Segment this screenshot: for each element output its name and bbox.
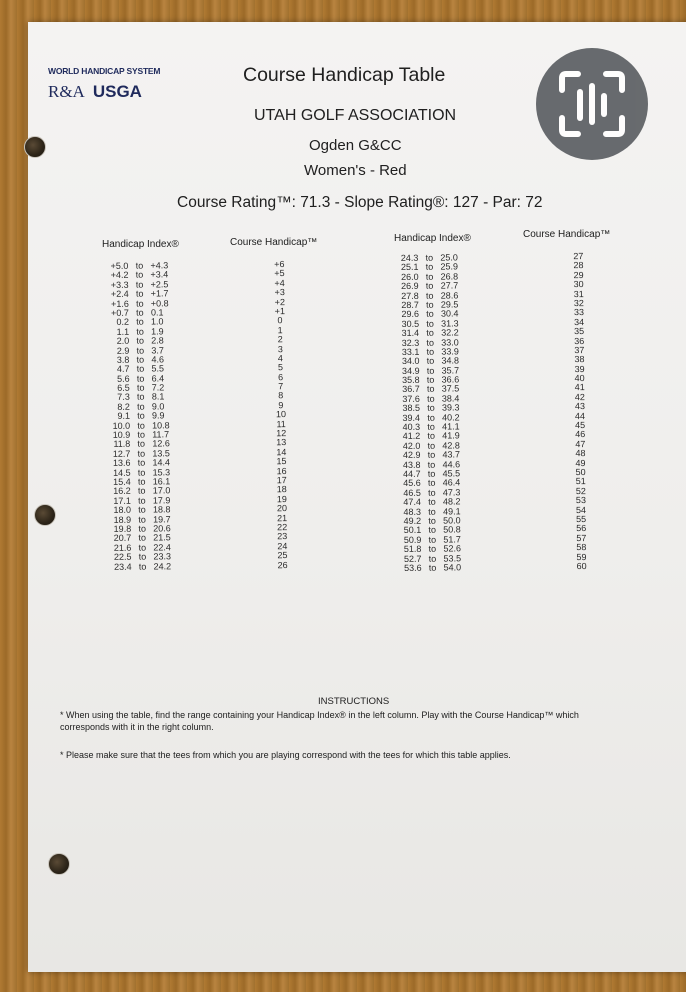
index-low: 21.6 xyxy=(113,542,132,553)
range-separator: to xyxy=(426,299,434,310)
course-handicap: +6 xyxy=(274,259,285,270)
course-handicap: 21 xyxy=(277,512,288,523)
range-separator: to xyxy=(135,279,144,290)
course-handicap: 25 xyxy=(277,550,288,561)
range-separator: to xyxy=(136,316,144,328)
index-low: 18.9 xyxy=(113,514,132,525)
course-handicap: 3 xyxy=(277,343,283,354)
punch-hole xyxy=(24,136,46,158)
index-low: +0.7 xyxy=(111,307,129,318)
course-handicap: 5 xyxy=(277,362,284,373)
index-low: 31.4 xyxy=(401,327,420,339)
range-separator: to xyxy=(137,410,145,421)
course-handicap: 37 xyxy=(574,344,585,356)
index-high: 38.4 xyxy=(441,393,460,404)
range-separator: to xyxy=(426,365,435,376)
index-high: 17.9 xyxy=(152,495,171,506)
range-separator: to xyxy=(138,504,146,515)
course-handicap: 50 xyxy=(575,467,586,478)
range-separator: to xyxy=(427,449,436,460)
course-handicap: 42 xyxy=(574,391,585,403)
range-separator: to xyxy=(136,382,145,393)
course-handicap: 52 xyxy=(575,485,586,496)
index-high: 11.7 xyxy=(152,429,170,440)
range-separator: to xyxy=(427,412,435,423)
whs-logo-text: WORLD HANDICAP SYSTEM xyxy=(48,66,161,76)
course-handicap: 55 xyxy=(576,514,587,525)
index-low: 4.7 xyxy=(116,364,130,375)
range-separator: to xyxy=(426,318,434,329)
right-handicap-header: Course Handicap™ xyxy=(523,229,611,240)
right-handicap-table xyxy=(396,252,596,573)
course-handicap: 56 xyxy=(576,523,587,534)
punch-hole xyxy=(48,853,70,875)
index-high: 43.7 xyxy=(442,449,461,460)
index-high: 16.1 xyxy=(152,476,171,487)
range-separator: to xyxy=(137,439,146,450)
course-handicap: 59 xyxy=(576,551,587,562)
scan-text-button[interactable] xyxy=(536,48,648,160)
range-separator: to xyxy=(426,384,435,395)
index-low: 17.1 xyxy=(113,495,131,506)
range-separator: to xyxy=(425,252,434,263)
range-separator: to xyxy=(135,260,144,271)
range-separator: to xyxy=(427,468,436,479)
index-low: +5.0 xyxy=(110,260,129,271)
index-high: 41.1 xyxy=(442,421,460,432)
course-handicap: 46 xyxy=(575,429,586,440)
range-separator: to xyxy=(138,551,147,562)
course-handicap: 44 xyxy=(574,410,586,421)
ra-logo-text: R&A xyxy=(48,82,85,101)
index-low: 3.8 xyxy=(116,354,130,365)
course-handicap: 12 xyxy=(276,428,287,439)
index-high: +2.5 xyxy=(150,279,169,290)
index-high: 44.6 xyxy=(442,458,461,470)
index-high: 22.4 xyxy=(153,542,171,553)
course-handicap: 23 xyxy=(277,531,288,542)
range-separator: to xyxy=(137,401,145,412)
range-separator: to xyxy=(427,402,435,413)
index-low: 0.2 xyxy=(116,317,130,328)
range-separator: to xyxy=(427,478,436,489)
index-high: 1.0 xyxy=(150,316,164,327)
course-handicap: 33 xyxy=(573,307,585,318)
index-low: +1.6 xyxy=(110,298,129,309)
index-low: 53.6 xyxy=(404,562,422,573)
index-high: 1.9 xyxy=(151,326,164,337)
instruction-2: * Please make sure that the tees from which you are playing correspond with the tees for which this table applies. xyxy=(60,750,511,760)
range-separator: to xyxy=(138,532,147,543)
index-high: 6.4 xyxy=(151,373,165,384)
index-high: +0.8 xyxy=(150,297,169,309)
index-high: 34.8 xyxy=(441,355,460,366)
index-low: 12.7 xyxy=(112,448,131,459)
table-row xyxy=(110,561,298,572)
course-handicap: 38 xyxy=(574,354,585,365)
range-separator: to xyxy=(428,562,437,573)
index-high: 48.2 xyxy=(442,496,461,507)
course-handicap: +2 xyxy=(274,296,285,307)
index-low: 32.3 xyxy=(401,337,420,348)
index-high: 32.2 xyxy=(441,327,459,338)
index-high: 47.3 xyxy=(442,487,461,498)
range-separator: to xyxy=(428,506,436,517)
course-handicap: 58 xyxy=(576,542,587,553)
index-low: 22.5 xyxy=(113,551,132,563)
index-low: 14.5 xyxy=(113,467,131,478)
instruction-1: * When using the table, find the range containing your Handicap Index® in the left column. Play with the Course Handicap™ which xyxy=(60,710,579,720)
course-handicap: 17 xyxy=(276,475,287,486)
index-low: 42.9 xyxy=(402,450,421,461)
index-low: 28.7 xyxy=(401,299,419,310)
index-high: 36.6 xyxy=(441,374,460,385)
index-low: 18.0 xyxy=(113,504,132,516)
index-low: 20.7 xyxy=(113,533,132,544)
course-handicap: 47 xyxy=(575,438,586,449)
index-low: 10.9 xyxy=(112,429,131,440)
index-high: 42.8 xyxy=(442,440,460,451)
index-high: 9.9 xyxy=(151,410,165,421)
index-low: 25.1 xyxy=(400,262,419,273)
course-handicap: 60 xyxy=(576,560,587,572)
index-high: 39.3 xyxy=(441,402,460,413)
tee-name: Women's - Red xyxy=(304,162,407,179)
range-separator: to xyxy=(136,345,145,356)
course-handicap: 16 xyxy=(276,465,287,476)
range-separator: to xyxy=(137,467,146,478)
left-handicap-header: Course Handicap™ xyxy=(230,237,318,248)
index-low: 34.9 xyxy=(401,365,420,376)
usga-logo-text: USGA xyxy=(92,82,142,101)
course-handicap: 31 xyxy=(573,288,584,299)
range-separator: to xyxy=(428,543,437,554)
index-high: 52.6 xyxy=(443,543,462,554)
document-title: Course Handicap Table xyxy=(243,64,446,86)
range-separator: to xyxy=(427,431,436,442)
index-high: 7.2 xyxy=(151,382,165,393)
course-handicap: 11 xyxy=(276,418,286,429)
range-separator: to xyxy=(426,308,434,320)
course-handicap: 18 xyxy=(276,484,287,495)
index-high: 50.8 xyxy=(443,524,461,535)
range-separator: to xyxy=(427,393,435,404)
course-handicap: +3 xyxy=(274,287,285,298)
index-low: 8.2 xyxy=(117,401,130,412)
course-handicap: 40 xyxy=(574,373,585,384)
index-high: 25.0 xyxy=(440,252,458,263)
range-separator: to xyxy=(428,524,437,536)
course-handicap: 4 xyxy=(277,353,283,364)
index-low: 29.6 xyxy=(401,309,420,320)
range-separator: to xyxy=(428,496,436,507)
range-separator: to xyxy=(427,440,436,451)
index-high: 30.4 xyxy=(440,308,459,319)
index-low: 7.3 xyxy=(117,392,130,403)
course-handicap: 51 xyxy=(575,476,586,487)
course-handicap: 0 xyxy=(277,315,283,326)
course-handicap: 22 xyxy=(277,522,288,533)
range-separator: to xyxy=(138,561,147,572)
index-low: 51.8 xyxy=(403,543,422,555)
course-handicap: 7 xyxy=(278,381,284,392)
range-separator: to xyxy=(427,459,436,470)
range-separator: to xyxy=(136,307,144,318)
index-low: 38.5 xyxy=(402,403,421,414)
range-separator: to xyxy=(428,534,437,545)
index-low: 26.0 xyxy=(400,271,419,282)
range-separator: to xyxy=(425,280,434,291)
range-separator: to xyxy=(427,421,435,432)
index-high: 33.9 xyxy=(441,346,459,357)
index-high: 13.5 xyxy=(152,448,170,459)
course-handicap: 8 xyxy=(278,390,284,401)
course-handicap: 53 xyxy=(575,495,586,506)
course-handicap: 29 xyxy=(573,269,584,280)
range-separator: to xyxy=(138,523,146,534)
ra-usga-logo xyxy=(48,82,142,102)
range-separator: to xyxy=(426,346,435,357)
index-low: 34.0 xyxy=(401,356,420,367)
index-low: 43.8 xyxy=(402,459,421,470)
index-high: 45.5 xyxy=(442,468,461,479)
instruction-1-continued: corresponds with it in the right column. xyxy=(60,722,214,732)
index-high: 8.1 xyxy=(151,391,165,402)
course-handicap: +5 xyxy=(274,268,285,279)
index-high: 10.8 xyxy=(152,419,170,431)
range-separator: to xyxy=(426,337,435,348)
index-low: 5.6 xyxy=(117,373,130,384)
index-high: 51.7 xyxy=(443,534,461,545)
index-low: 46.5 xyxy=(403,487,421,498)
range-separator: to xyxy=(136,326,144,337)
course-handicap: 27 xyxy=(573,251,584,262)
range-separator: to xyxy=(428,515,436,526)
association-name: UTAH GOLF ASSOCIATION xyxy=(254,107,457,124)
index-high: 31.3 xyxy=(441,318,459,329)
range-separator: to xyxy=(137,448,146,459)
index-low: 45.6 xyxy=(403,478,421,489)
index-low: 47.4 xyxy=(403,496,421,508)
course-handicap: 15 xyxy=(276,456,287,467)
range-separator: to xyxy=(137,457,146,468)
right-index-header: Handicap Index® xyxy=(394,233,471,244)
course-handicap: 34 xyxy=(573,316,585,327)
index-low: 37.6 xyxy=(402,393,420,404)
punch-hole xyxy=(34,504,56,526)
course-handicap: 32 xyxy=(573,298,584,309)
index-high: 41.9 xyxy=(442,430,460,441)
range-separator: to xyxy=(137,429,145,440)
course-handicap: 13 xyxy=(276,437,287,448)
index-high: 9.0 xyxy=(151,401,165,412)
rating-line: Course Rating™: 71.3 - Slope Rating®: 127 - Par: 72 xyxy=(177,194,543,211)
range-separator: to xyxy=(426,355,435,367)
range-separator: to xyxy=(136,373,145,384)
index-low: 50.9 xyxy=(403,534,422,545)
index-low: 2.0 xyxy=(116,335,130,347)
range-separator: to xyxy=(138,542,147,553)
index-low: 48.3 xyxy=(403,506,422,517)
index-low: 1.1 xyxy=(116,326,130,337)
index-high: 37.5 xyxy=(441,383,460,395)
index-low: 41.2 xyxy=(402,431,421,442)
index-high: 19.7 xyxy=(153,513,171,525)
range-separator: to xyxy=(137,485,146,497)
index-low: 19.8 xyxy=(113,523,132,534)
index-low: 10.0 xyxy=(112,420,131,431)
index-high: 25.9 xyxy=(440,261,459,272)
range-separator: to xyxy=(428,553,437,564)
index-low: 39.4 xyxy=(402,412,421,423)
index-high: 21.5 xyxy=(153,532,171,543)
range-separator: to xyxy=(136,335,145,346)
index-high: 20.6 xyxy=(153,523,171,534)
index-low: +2.4 xyxy=(110,288,129,300)
range-separator: to xyxy=(138,514,146,525)
course-handicap: 1 xyxy=(277,324,283,335)
range-separator: to xyxy=(425,290,434,301)
index-high: 50.0 xyxy=(443,515,461,526)
index-high: 33.0 xyxy=(441,336,459,348)
index-low: 35.8 xyxy=(402,374,420,386)
index-high: 40.2 xyxy=(441,412,460,423)
course-handicap: 19 xyxy=(276,493,287,504)
left-index-header: Handicap Index® xyxy=(102,239,179,250)
course-handicap: 28 xyxy=(573,260,584,271)
club-name: Ogden G&CC xyxy=(309,137,402,154)
course-handicap: 26 xyxy=(277,559,288,570)
left-handicap-table xyxy=(106,260,297,572)
index-low: 42.0 xyxy=(402,440,421,451)
index-low: 50.1 xyxy=(403,525,422,536)
index-low: 30.5 xyxy=(401,318,420,329)
range-separator: to xyxy=(425,271,434,282)
index-high: 17.0 xyxy=(152,485,171,496)
index-high: 4.6 xyxy=(151,354,164,365)
scan-text-icon xyxy=(556,68,628,140)
course-handicap: 43 xyxy=(574,401,585,412)
course-handicap: 41 xyxy=(574,382,585,393)
index-high: 46.4 xyxy=(442,477,461,488)
index-high: +3.4 xyxy=(150,269,169,280)
course-handicap: 30 xyxy=(573,279,584,290)
index-low: 2.9 xyxy=(116,345,130,356)
course-handicap: 6 xyxy=(278,371,284,382)
index-low: 26.9 xyxy=(401,280,419,292)
range-separator: to xyxy=(426,374,435,385)
index-high: +4.3 xyxy=(150,260,169,271)
range-separator: to xyxy=(136,392,145,403)
course-handicap: 20 xyxy=(276,503,288,514)
index-low: 33.1 xyxy=(401,346,420,357)
course-handicap: 54 xyxy=(575,504,587,515)
course-handicap: 36 xyxy=(574,335,585,346)
range-separator: to xyxy=(138,495,146,506)
range-separator: to xyxy=(137,420,145,431)
index-low: 16.2 xyxy=(113,486,131,497)
course-handicap: 57 xyxy=(576,532,587,543)
range-separator: to xyxy=(136,363,145,374)
index-high: 49.1 xyxy=(442,505,461,517)
range-separator: to xyxy=(428,487,436,498)
index-high: 18.8 xyxy=(152,504,171,515)
index-high: 5.5 xyxy=(151,363,165,374)
range-separator: to xyxy=(137,476,146,487)
index-low: 49.2 xyxy=(403,515,422,526)
index-low: 23.4 xyxy=(113,561,132,572)
index-high: 3.7 xyxy=(151,344,164,356)
range-separator: to xyxy=(426,327,434,338)
index-high: 12.6 xyxy=(152,438,170,449)
course-handicap: 24 xyxy=(277,540,288,551)
index-high: 2.8 xyxy=(151,335,164,346)
index-low: 13.6 xyxy=(112,457,131,469)
index-high: 24.2 xyxy=(153,560,172,572)
index-low: +3.3 xyxy=(110,279,129,290)
course-handicap: 2 xyxy=(277,334,283,345)
index-low: 36.7 xyxy=(402,384,420,395)
index-low: +4.2 xyxy=(110,270,129,281)
index-high: +1.7 xyxy=(150,288,169,299)
index-low: 44.7 xyxy=(403,468,421,479)
course-handicap: 48 xyxy=(575,448,586,459)
course-handicap: 9 xyxy=(278,400,284,411)
index-low: 6.5 xyxy=(117,382,130,393)
course-handicap: 45 xyxy=(575,420,586,431)
course-handicap: 49 xyxy=(575,457,586,468)
index-high: 29.5 xyxy=(440,299,459,310)
index-high: 28.6 xyxy=(440,289,459,301)
index-low: 52.7 xyxy=(403,553,422,564)
index-high: 27.7 xyxy=(440,280,459,291)
course-handicap: 35 xyxy=(574,326,585,337)
index-low: 24.3 xyxy=(400,252,419,263)
index-high: 23.3 xyxy=(153,551,172,562)
index-high: 14.4 xyxy=(152,457,171,468)
course-handicap: 14 xyxy=(276,446,287,458)
index-low: 15.4 xyxy=(113,476,131,487)
index-high: 26.8 xyxy=(440,271,459,282)
index-low: 27.8 xyxy=(401,290,419,301)
range-separator: to xyxy=(135,288,144,299)
index-low: 9.1 xyxy=(117,411,131,422)
course-handicap: +1 xyxy=(274,306,286,317)
index-high: 35.7 xyxy=(441,365,460,376)
index-high: 15.3 xyxy=(152,466,171,478)
range-separator: to xyxy=(135,269,144,281)
course-handicap: 39 xyxy=(574,363,585,374)
index-high: 0.1 xyxy=(150,307,164,318)
index-low: 11.8 xyxy=(113,439,131,450)
instructions-title: INSTRUCTIONS xyxy=(318,696,390,707)
index-high: 54.0 xyxy=(443,562,462,573)
index-low: 40.3 xyxy=(402,421,421,433)
index-high: 53.5 xyxy=(443,552,462,564)
range-separator: to xyxy=(425,262,434,273)
range-separator: to xyxy=(135,298,144,309)
course-handicap: +4 xyxy=(274,277,285,289)
range-separator: to xyxy=(136,354,145,365)
course-handicap: 10 xyxy=(275,409,287,420)
